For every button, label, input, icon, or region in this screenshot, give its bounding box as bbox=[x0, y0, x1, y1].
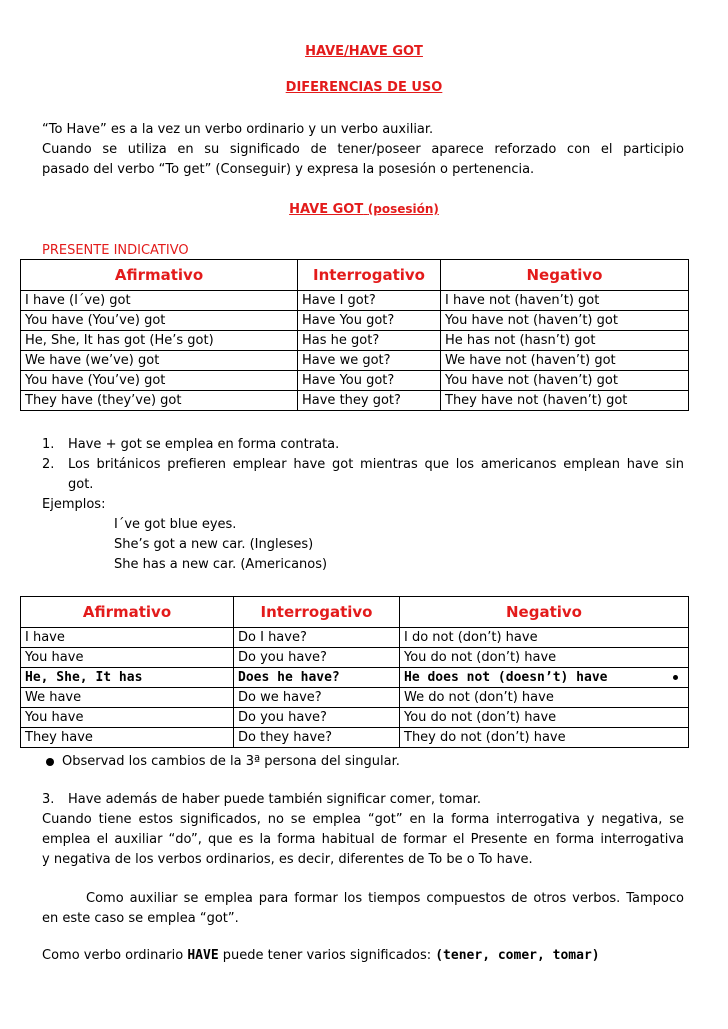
auxiliar-line-2: en este caso se emplea “got”. bbox=[42, 911, 239, 926]
section-3-line-2: Cuando tiene estos significados, no se emplea “got” en la forma interrogativa y negativa, se bbox=[42, 812, 684, 827]
table-cell: You have not (haven’t) got bbox=[441, 311, 689, 331]
ordinario-have: HAVE bbox=[187, 948, 219, 963]
table-cell: Have You got? bbox=[298, 371, 441, 391]
table-cell: You do not (don’t) have bbox=[400, 708, 689, 728]
intro-line-2: Cuando se utiliza en su significado de tener/poseer aparece reforzado con el participio bbox=[42, 142, 684, 157]
intro-line-1: “To Have” es a la vez un verbo ordinario y un verbo auxiliar. bbox=[42, 122, 434, 137]
table-cell: They have (they’ve) got bbox=[21, 391, 298, 411]
section-3-line-1-text: Have además de haber puede también significar comer, tomar. bbox=[68, 792, 482, 807]
section-3-number: 3. bbox=[42, 792, 55, 807]
table-cell: Have they got? bbox=[298, 391, 441, 411]
table-cell: Do I have? bbox=[234, 628, 400, 648]
auxiliar-paragraph bbox=[42, 889, 684, 929]
table-row bbox=[21, 728, 689, 748]
notes-list bbox=[42, 435, 684, 575]
ordinario-paragraph bbox=[42, 946, 600, 966]
note-1 bbox=[42, 435, 684, 455]
section-3-line-1 bbox=[42, 790, 684, 810]
bullet-icon bbox=[46, 758, 54, 766]
table-cell: We have bbox=[21, 688, 234, 708]
have-got-heading-main: HAVE GOT bbox=[289, 202, 364, 217]
note-2 bbox=[42, 455, 684, 495]
have-got-heading-paren: (posesión) bbox=[367, 202, 439, 216]
table-row bbox=[21, 371, 689, 391]
ordinario-mid: puede tener varios significados: bbox=[218, 948, 436, 963]
have-got-heading bbox=[0, 202, 728, 217]
have-got-table bbox=[20, 259, 689, 411]
table-cell: Have I got? bbox=[298, 291, 441, 311]
table-row bbox=[21, 291, 689, 311]
table-cell: They do not (don’t) have bbox=[400, 728, 689, 748]
table-cell bbox=[400, 668, 689, 688]
example-2: She’s got a new car. (Ingleses) bbox=[114, 537, 314, 552]
table-cell: You do not (don’t) have bbox=[400, 648, 689, 668]
observe-note-text: Observad los cambios de la 3ª persona del singular. bbox=[62, 754, 400, 769]
have-table bbox=[20, 596, 689, 748]
table-cell: We do not (don’t) have bbox=[400, 688, 689, 708]
table-row bbox=[21, 708, 689, 728]
table-cell: He, She, It has bbox=[21, 668, 234, 688]
example-1: I´ve got blue eyes. bbox=[114, 517, 237, 532]
header-interrogativo: Interrogativo bbox=[298, 260, 441, 291]
note-2-line-2: got. bbox=[68, 477, 94, 492]
section-3-line-4: y negativa de los verbos ordinarios, es decir, diferentes de To be o To have. bbox=[42, 852, 533, 867]
auxiliar-line-1: Como auxiliar se emplea para formar los tiempos compuestos de otros verbos. Tampoco bbox=[86, 891, 684, 906]
header-negativo: Negativo bbox=[441, 260, 689, 291]
ordinario-pre: Como verbo ordinario bbox=[42, 948, 188, 963]
bullet-dot-icon bbox=[673, 675, 678, 680]
table-cell: We have (we’ve) got bbox=[21, 351, 298, 371]
presente-indicativo-label: PRESENTE INDICATIVO bbox=[42, 243, 189, 258]
header-negativo: Negativo bbox=[400, 597, 689, 628]
table-cell: We have not (haven’t) got bbox=[441, 351, 689, 371]
table-cell: I have (I´ve) got bbox=[21, 291, 298, 311]
table-cell: You have bbox=[21, 648, 234, 668]
header-interrogativo: Interrogativo bbox=[234, 597, 400, 628]
table-header-row bbox=[21, 597, 689, 628]
table-row bbox=[21, 311, 689, 331]
observe-note bbox=[46, 752, 400, 772]
table-row bbox=[21, 391, 689, 411]
table-cell: Do you have? bbox=[234, 648, 400, 668]
page-subtitle: DIFERENCIAS DE USO bbox=[285, 80, 443, 95]
table-row bbox=[21, 628, 689, 648]
table-row bbox=[21, 648, 689, 668]
note-2-line-1: Los británicos prefieren emplear have got mientras que los americanos emplean have sin bbox=[68, 457, 684, 472]
note-1-number: 1. bbox=[42, 437, 55, 452]
intro-line-3: pasado del verbo “To get” (Conseguir) y expresa la posesión o pertenencia. bbox=[42, 162, 535, 177]
table-cell: They have not (haven’t) got bbox=[441, 391, 689, 411]
note-2-number: 2. bbox=[42, 457, 55, 472]
table-cell: You have (You’ve) got bbox=[21, 311, 298, 331]
table-cell: I have not (haven’t) got bbox=[441, 291, 689, 311]
intro-paragraph bbox=[42, 120, 684, 180]
table-row bbox=[21, 351, 689, 371]
table-cell: Do you have? bbox=[234, 708, 400, 728]
section-3 bbox=[42, 790, 684, 870]
table-row-highlight bbox=[21, 668, 689, 688]
table-cell: You have (You’ve) got bbox=[21, 371, 298, 391]
header-afirmativo: Afirmativo bbox=[21, 597, 234, 628]
table-cell: I have bbox=[21, 628, 234, 648]
ejemplos-label: Ejemplos: bbox=[42, 497, 106, 512]
table-cell: He, She, It has got (He’s got) bbox=[21, 331, 298, 351]
table-cell: Have we got? bbox=[298, 351, 441, 371]
table-cell-text: He does not (doesn’t) have bbox=[404, 670, 608, 685]
table-cell: Has he got? bbox=[298, 331, 441, 351]
table-cell: Do we have? bbox=[234, 688, 400, 708]
table-cell: They have bbox=[21, 728, 234, 748]
table-header-row bbox=[21, 260, 689, 291]
page-title: HAVE/HAVE GOT bbox=[305, 44, 423, 59]
table-cell: I do not (don’t) have bbox=[400, 628, 689, 648]
example-3: She has a new car. (Americanos) bbox=[114, 557, 328, 572]
table-cell: Have You got? bbox=[298, 311, 441, 331]
table-cell: You have bbox=[21, 708, 234, 728]
table-cell: Do they have? bbox=[234, 728, 400, 748]
note-1-text: Have + got se emplea en forma contrata. bbox=[68, 437, 340, 452]
ordinario-meanings: (tener, comer, tomar) bbox=[435, 948, 600, 963]
table-row bbox=[21, 688, 689, 708]
table-row bbox=[21, 331, 689, 351]
table-cell: You have not (haven’t) got bbox=[441, 371, 689, 391]
header-afirmativo: Afirmativo bbox=[21, 260, 298, 291]
section-3-line-3: emplea el auxiliar “do”, que es la forma habitual de formar el Presente en forma interrogativa bbox=[42, 832, 684, 847]
table-cell: He has not (hasn’t) got bbox=[441, 331, 689, 351]
table-cell: Does he have? bbox=[234, 668, 400, 688]
